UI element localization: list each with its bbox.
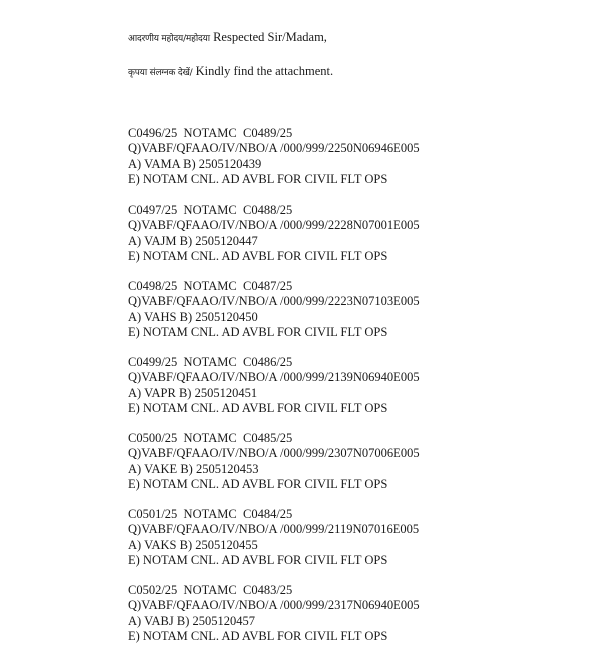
notam-header: C0496/25 NOTAMC C0489/25 xyxy=(128,126,293,140)
notam-e-line: E) NOTAM CNL. AD AVBL FOR CIVIL FLT OPS xyxy=(128,476,388,491)
notam-header: C0497/25 NOTAMC C0488/25 xyxy=(128,203,293,217)
notam-a-b-line: A) VAHS B) 2505120450 xyxy=(128,309,258,324)
notam-q-line: Q)VABF/QFAAO/IV/NBO/A /000/999/2228N07001E005 xyxy=(128,218,420,233)
notam-e-line: E) NOTAM CNL. AD AVBL FOR CIVIL FLT OPS xyxy=(128,248,388,263)
notam-a-b-line: A) VAKE B) 2505120453 xyxy=(128,461,259,476)
greeting-english: Respected Sir/Madam, xyxy=(213,30,327,44)
notam-e-line: E) NOTAM CNL. AD AVBL FOR CIVIL FLT OPS xyxy=(128,171,388,186)
notam-e-line: E) NOTAM CNL. AD AVBL FOR CIVIL FLT OPS xyxy=(128,324,388,339)
notam-a-b-line: A) VAMA B) 2505120439 xyxy=(128,156,262,171)
notam-block xyxy=(128,431,420,492)
greeting-line xyxy=(128,30,327,45)
notam-e-line: E) NOTAM CNL. AD AVBL FOR CIVIL FLT OPS xyxy=(128,552,388,567)
notam-header: C0498/25 NOTAMC C0487/25 xyxy=(128,279,293,293)
greeting-hindi: आदरणीय महोदय/महोदया xyxy=(128,34,210,44)
notam-q-line: Q)VABF/QFAAO/IV/NBO/A /000/999/2250N06946E005 xyxy=(128,141,420,156)
notam-header: C0499/25 NOTAMC C0486/25 xyxy=(128,355,293,369)
notam-q-line: Q)VABF/QFAAO/IV/NBO/A /000/999/2139N06940E005 xyxy=(128,370,420,385)
notam-q-line: Q)VABF/QFAAO/IV/NBO/A /000/999/2317N06940E005 xyxy=(128,598,420,613)
notam-q-line: Q)VABF/QFAAO/IV/NBO/A /000/999/2307N07006E005 xyxy=(128,446,420,461)
notam-block xyxy=(128,279,420,340)
notam-a-b-line: A) VABJ B) 2505120457 xyxy=(128,613,255,628)
notam-a-b-line: A) VAJM B) 2505120447 xyxy=(128,233,258,248)
notam-a-b-line: A) VAPR B) 2505120451 xyxy=(128,385,258,400)
notam-header: C0500/25 NOTAMC C0485/25 xyxy=(128,431,293,445)
notam-block xyxy=(128,126,420,187)
notam-header: C0501/25 NOTAMC C0484/25 xyxy=(128,507,293,521)
notam-e-line: E) NOTAM CNL. AD AVBL FOR CIVIL FLT OPS xyxy=(128,400,388,415)
notam-header: C0502/25 NOTAMC C0483/25 xyxy=(128,583,293,597)
notam-block xyxy=(128,583,420,644)
notam-a-b-line: A) VAKS B) 2505120455 xyxy=(128,537,258,552)
attachment-note-line xyxy=(128,64,333,79)
notam-block xyxy=(128,355,420,416)
attachment-note-english: Kindly find the attachment. xyxy=(195,64,334,78)
notam-e-line: E) NOTAM CNL. AD AVBL FOR CIVIL FLT OPS xyxy=(128,628,388,643)
attachment-note-hindi: कृपया संलग्नक देखें/ xyxy=(128,68,193,78)
notam-q-line: Q)VABF/QFAAO/IV/NBO/A /000/999/2119N07016E005 xyxy=(128,522,420,537)
notam-q-line: Q)VABF/QFAAO/IV/NBO/A /000/999/2223N07103E005 xyxy=(128,294,420,309)
notam-block xyxy=(128,507,419,568)
notam-block xyxy=(128,203,420,264)
